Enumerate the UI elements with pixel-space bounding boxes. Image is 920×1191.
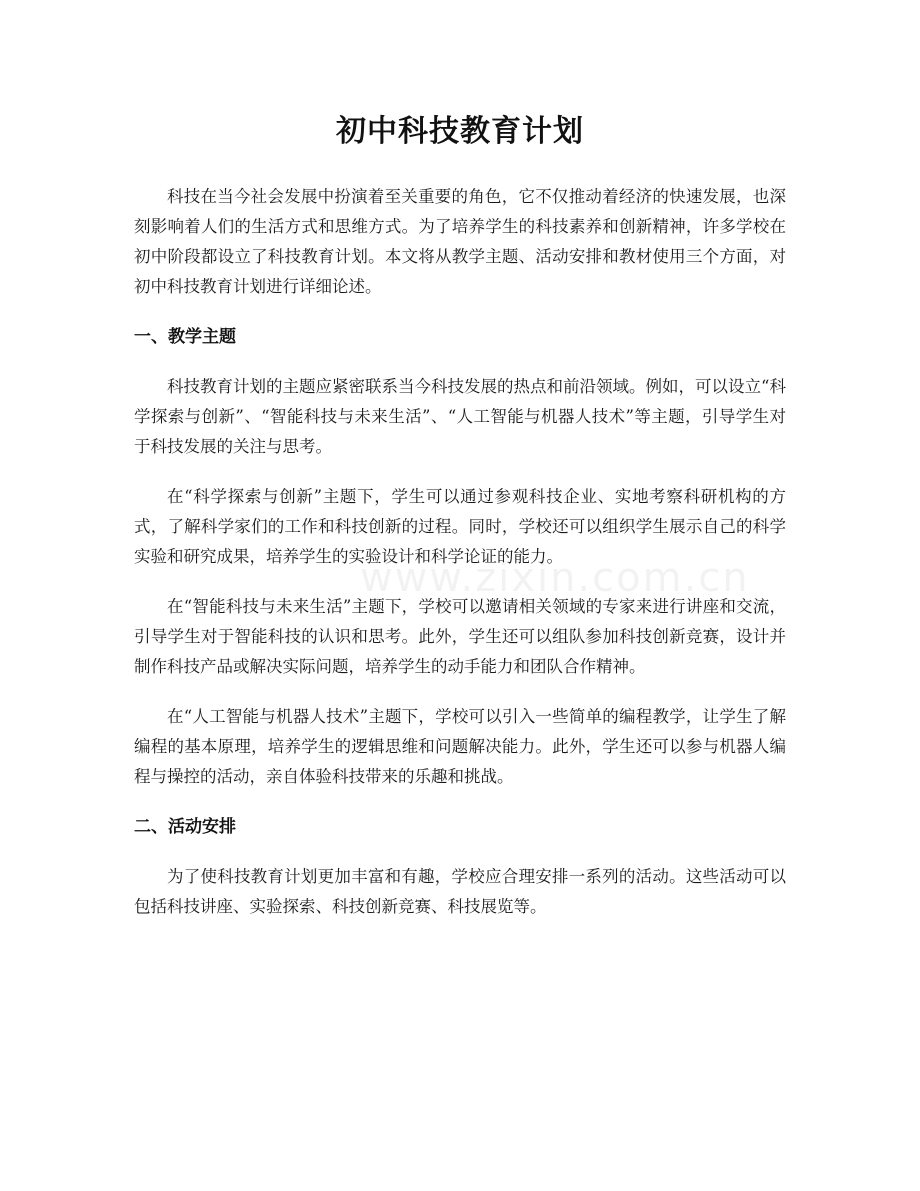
watermark: www.zixin.com.cn (360, 555, 750, 601)
section-1-paragraph-3: 在“智能科技与未来生活”主题下，学校可以邀请相关领域的专家来进行讲座和交流，引导学生对于智能科技的认识和思考。此外，学生还可以组队参加科技创新竞赛，设计并制作科技产品或解决实际问题，培养学生的动手能力和团队合作精神。 (134, 597, 786, 676)
section-1-paragraph-4: 在“人工智能与机器人技术”主题下，学校可以引入一些简单的编程教学，让学生了解编程的基本原理，培养学生的逻辑思维和问题解决能力。此外，学生还可以参与机器人编程与操控的活动，亲自体验科技带来的乐趣和挑战。 (134, 707, 786, 786)
document-title: 初中科技教育计划 (336, 114, 584, 149)
intro-paragraph: 科技在当今社会发展中扮演着至关重要的角色，它不仅推动着经济的快速发展，也深刻影响着人们的生活方式和思维方式。为了培养学生的科技素养和创新精神，许多学校在初中阶段都设立了科技教育计划。本文将从教学主题、活动安排和教材使用三个方面，对初中科技教育计划进行详细论述。 (134, 187, 786, 296)
section-heading-teaching-themes: 一、教学主题 (134, 327, 236, 347)
section-heading-activities: 二、活动安排 (134, 817, 236, 837)
document-body (134, 182, 786, 922)
section-2-paragraph-1: 为了使科技教育计划更加丰富和有趣，学校应合理安排一系列的活动。这些活动可以包括科技讲座、实验探索、科技创新竞赛、科技展览等。 (134, 867, 786, 916)
section-1-paragraph-1: 科技教育计划的主题应紧密联系当今科技发展的热点和前沿领域。例如，可以设立“科学探索与创新”、“智能科技与未来生活”、“人工智能与机器人技术”等主题，引导学生对于科技发展的关注与思考。 (134, 377, 786, 456)
section-1-paragraph-2: 在“科学探索与创新”主题下，学生可以通过参观科技企业、实地考察科研机构的方式，了解科学家们的工作和科技创新的过程。同时，学校还可以组织学生展示自己的科学实验和研究成果，培养学生的实验设计和科学论证的能力。 (134, 487, 786, 566)
